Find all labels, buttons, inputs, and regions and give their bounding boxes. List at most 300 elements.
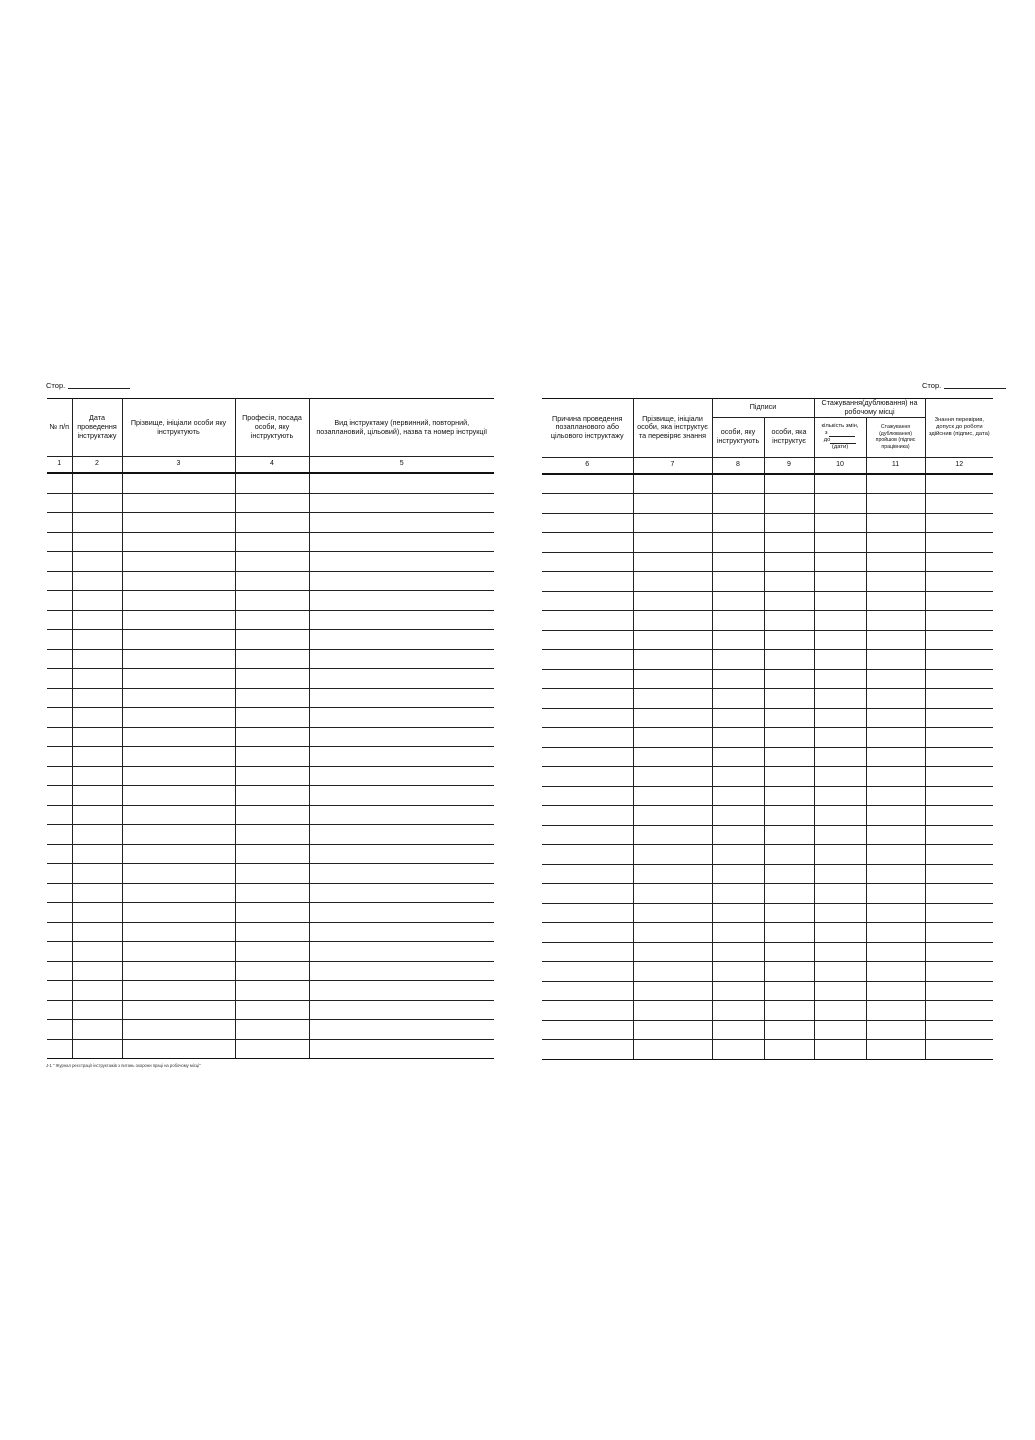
blank-entry-cell[interactable] [542,923,633,943]
blank-entry-cell[interactable] [47,688,72,708]
blank-entry-cell[interactable] [925,533,993,553]
blank-entry-cell[interactable] [235,805,309,825]
blank-entry-cell[interactable] [633,903,712,923]
blank-entry-cell[interactable] [866,903,925,923]
blank-entry-cell[interactable] [925,689,993,709]
blank-entry-cell[interactable] [633,1001,712,1021]
blank-entry-cell[interactable] [72,864,122,884]
blank-entry-cell[interactable] [235,981,309,1001]
blank-entry-cell[interactable] [542,864,633,884]
blank-entry-cell[interactable] [814,767,866,787]
blank-entry-cell[interactable] [235,532,309,552]
blank-entry-cell[interactable] [633,942,712,962]
blank-entry-cell[interactable] [925,923,993,943]
blank-entry-cell[interactable] [925,884,993,904]
blank-entry-cell[interactable] [712,962,764,982]
blank-entry-cell[interactable] [122,825,235,845]
blank-entry-cell[interactable] [925,728,993,748]
blank-entry-cell[interactable] [633,1040,712,1060]
blank-entry-cell[interactable] [764,845,814,865]
blank-entry-cell[interactable] [814,708,866,728]
blank-entry-cell[interactable] [47,552,72,572]
blank-entry-cell[interactable] [712,923,764,943]
blank-entry-cell[interactable] [72,552,122,572]
blank-entry-cell[interactable] [122,669,235,689]
blank-entry-cell[interactable] [925,669,993,689]
blank-entry-cell[interactable] [764,806,814,826]
blank-entry-cell[interactable] [814,903,866,923]
blank-entry-cell[interactable] [866,591,925,611]
blank-entry-cell[interactable] [925,572,993,592]
blank-entry-cell[interactable] [764,611,814,631]
blank-entry-cell[interactable] [542,1020,633,1040]
blank-entry-cell[interactable] [925,747,993,767]
blank-entry-cell[interactable] [72,942,122,962]
blank-entry-cell[interactable] [866,572,925,592]
blank-entry-cell[interactable] [47,786,72,806]
blank-entry-cell[interactable] [309,493,494,513]
blank-entry-cell[interactable] [633,533,712,553]
blank-entry-cell[interactable] [633,845,712,865]
blank-entry-cell[interactable] [764,942,814,962]
blank-entry-cell[interactable] [235,825,309,845]
blank-entry-cell[interactable] [122,805,235,825]
blank-entry-cell[interactable] [712,474,764,494]
blank-entry-cell[interactable] [122,766,235,786]
blank-entry-cell[interactable] [309,1000,494,1020]
blank-entry-cell[interactable] [764,1040,814,1060]
blank-entry-cell[interactable] [764,1020,814,1040]
blank-entry-cell[interactable] [866,942,925,962]
blank-entry-cell[interactable] [235,493,309,513]
blank-entry-cell[interactable] [122,688,235,708]
blank-entry-cell[interactable] [764,494,814,514]
blank-entry-cell[interactable] [309,591,494,611]
blank-entry-cell[interactable] [814,1020,866,1040]
blank-entry-cell[interactable] [764,864,814,884]
blank-entry-cell[interactable] [866,962,925,982]
blank-entry-cell[interactable] [866,513,925,533]
blank-entry-cell[interactable] [309,532,494,552]
blank-entry-cell[interactable] [866,650,925,670]
blank-entry-cell[interactable] [235,708,309,728]
blank-entry-cell[interactable] [764,630,814,650]
blank-entry-cell[interactable] [72,532,122,552]
blank-entry-cell[interactable] [72,786,122,806]
blank-entry-cell[interactable] [309,571,494,591]
blank-entry-cell[interactable] [72,688,122,708]
blank-entry-cell[interactable] [309,669,494,689]
blank-entry-cell[interactable] [633,884,712,904]
blank-entry-cell[interactable] [633,1020,712,1040]
blank-entry-cell[interactable] [764,533,814,553]
blank-entry-cell[interactable] [47,922,72,942]
blank-entry-cell[interactable] [542,708,633,728]
blank-entry-cell[interactable] [122,864,235,884]
blank-entry-cell[interactable] [814,533,866,553]
blank-entry-cell[interactable] [122,1039,235,1059]
blank-entry-cell[interactable] [866,825,925,845]
blank-entry-cell[interactable] [764,669,814,689]
blank-entry-cell[interactable] [866,767,925,787]
blank-entry-cell[interactable] [309,844,494,864]
blank-entry-cell[interactable] [122,786,235,806]
blank-entry-cell[interactable] [309,864,494,884]
blank-entry-cell[interactable] [764,747,814,767]
blank-entry-cell[interactable] [712,884,764,904]
blank-entry-cell[interactable] [814,494,866,514]
blank-entry-cell[interactable] [712,611,764,631]
blank-entry-cell[interactable] [47,747,72,767]
blank-entry-cell[interactable] [542,942,633,962]
blank-entry-cell[interactable] [712,981,764,1001]
blank-entry-cell[interactable] [47,961,72,981]
blank-entry-cell[interactable] [309,1039,494,1059]
blank-entry-cell[interactable] [712,708,764,728]
blank-entry-cell[interactable] [925,903,993,923]
blank-entry-cell[interactable] [47,591,72,611]
blank-entry-cell[interactable] [542,611,633,631]
blank-entry-cell[interactable] [309,630,494,650]
blank-entry-cell[interactable] [235,844,309,864]
blank-entry-cell[interactable] [542,572,633,592]
blank-entry-cell[interactable] [47,727,72,747]
blank-entry-cell[interactable] [122,747,235,767]
blank-entry-cell[interactable] [47,844,72,864]
blank-entry-cell[interactable] [542,806,633,826]
blank-entry-cell[interactable] [542,494,633,514]
blank-entry-cell[interactable] [542,728,633,748]
blank-entry-cell[interactable] [72,805,122,825]
blank-entry-cell[interactable] [72,727,122,747]
blank-entry-cell[interactable] [925,786,993,806]
blank-entry-cell[interactable] [309,747,494,767]
blank-entry-cell[interactable] [47,630,72,650]
blank-entry-cell[interactable] [309,786,494,806]
blank-entry-cell[interactable] [712,767,764,787]
blank-entry-cell[interactable] [235,922,309,942]
blank-entry-cell[interactable] [866,689,925,709]
blank-entry-cell[interactable] [866,747,925,767]
blank-entry-cell[interactable] [309,883,494,903]
blank-entry-cell[interactable] [633,552,712,572]
blank-entry-cell[interactable] [814,981,866,1001]
blank-entry-cell[interactable] [122,903,235,923]
blank-entry-cell[interactable] [309,513,494,533]
blank-entry-cell[interactable] [122,981,235,1001]
blank-entry-cell[interactable] [866,474,925,494]
blank-entry-cell[interactable] [814,474,866,494]
blank-entry-cell[interactable] [712,903,764,923]
blank-entry-cell[interactable] [925,513,993,533]
blank-entry-cell[interactable] [814,630,866,650]
blank-entry-cell[interactable] [633,650,712,670]
blank-entry-cell[interactable] [712,806,764,826]
blank-entry-cell[interactable] [72,981,122,1001]
blank-entry-cell[interactable] [72,1020,122,1040]
blank-entry-cell[interactable] [122,532,235,552]
blank-entry-cell[interactable] [633,747,712,767]
blank-entry-cell[interactable] [122,571,235,591]
blank-entry-cell[interactable] [764,923,814,943]
blank-entry-cell[interactable] [72,961,122,981]
blank-entry-cell[interactable] [72,766,122,786]
blank-entry-cell[interactable] [235,903,309,923]
blank-entry-cell[interactable] [72,883,122,903]
blank-entry-cell[interactable] [814,1001,866,1021]
blank-entry-cell[interactable] [542,552,633,572]
blank-entry-cell[interactable] [764,591,814,611]
blank-entry-cell[interactable] [72,922,122,942]
blank-entry-cell[interactable] [47,532,72,552]
blank-entry-cell[interactable] [235,513,309,533]
blank-entry-cell[interactable] [712,845,764,865]
blank-entry-cell[interactable] [633,786,712,806]
blank-entry-cell[interactable] [866,1040,925,1060]
blank-entry-cell[interactable] [47,1020,72,1040]
blank-entry-cell[interactable] [866,494,925,514]
blank-entry-cell[interactable] [925,1001,993,1021]
blank-entry-cell[interactable] [72,1000,122,1020]
blank-entry-cell[interactable] [764,708,814,728]
blank-entry-cell[interactable] [542,1040,633,1060]
blank-entry-cell[interactable] [47,610,72,630]
blank-entry-cell[interactable] [633,572,712,592]
blank-entry-cell[interactable] [235,961,309,981]
blank-entry-cell[interactable] [814,962,866,982]
blank-entry-cell[interactable] [764,903,814,923]
blank-entry-cell[interactable] [542,689,633,709]
blank-entry-cell[interactable] [633,689,712,709]
blank-entry-cell[interactable] [814,786,866,806]
blank-entry-cell[interactable] [235,688,309,708]
blank-entry-cell[interactable] [925,845,993,865]
blank-entry-cell[interactable] [866,630,925,650]
blank-entry-cell[interactable] [633,806,712,826]
blank-entry-cell[interactable] [122,922,235,942]
blank-entry-cell[interactable] [925,825,993,845]
blank-entry-cell[interactable] [712,513,764,533]
blank-entry-cell[interactable] [122,649,235,669]
blank-entry-cell[interactable] [542,825,633,845]
blank-entry-cell[interactable] [764,767,814,787]
blank-entry-cell[interactable] [309,825,494,845]
blank-entry-cell[interactable] [814,689,866,709]
blank-entry-cell[interactable] [712,1020,764,1040]
blank-entry-cell[interactable] [764,689,814,709]
blank-entry-cell[interactable] [712,864,764,884]
blank-entry-cell[interactable] [814,942,866,962]
blank-entry-cell[interactable] [309,903,494,923]
blank-entry-cell[interactable] [235,747,309,767]
blank-entry-cell[interactable] [72,513,122,533]
blank-entry-cell[interactable] [309,473,494,493]
blank-entry-cell[interactable] [235,766,309,786]
blank-entry-cell[interactable] [47,766,72,786]
blank-entry-cell[interactable] [309,961,494,981]
blank-entry-cell[interactable] [866,981,925,1001]
blank-entry-cell[interactable] [122,630,235,650]
blank-entry-cell[interactable] [633,825,712,845]
blank-entry-cell[interactable] [633,611,712,631]
blank-entry-cell[interactable] [309,552,494,572]
blank-entry-cell[interactable] [122,473,235,493]
blank-entry-cell[interactable] [814,552,866,572]
blank-entry-cell[interactable] [542,903,633,923]
blank-entry-cell[interactable] [47,864,72,884]
blank-entry-cell[interactable] [235,942,309,962]
blank-entry-cell[interactable] [814,825,866,845]
blank-entry-cell[interactable] [72,708,122,728]
blank-entry-cell[interactable] [235,786,309,806]
blank-entry-cell[interactable] [866,864,925,884]
blank-entry-cell[interactable] [633,962,712,982]
blank-entry-cell[interactable] [866,552,925,572]
blank-entry-cell[interactable] [925,1040,993,1060]
blank-entry-cell[interactable] [866,669,925,689]
blank-entry-cell[interactable] [712,942,764,962]
blank-entry-cell[interactable] [764,962,814,982]
blank-entry-cell[interactable] [633,864,712,884]
blank-entry-cell[interactable] [712,591,764,611]
blank-entry-cell[interactable] [814,864,866,884]
blank-entry-cell[interactable] [712,1001,764,1021]
blank-entry-cell[interactable] [72,844,122,864]
blank-entry-cell[interactable] [235,727,309,747]
blank-entry-cell[interactable] [814,845,866,865]
blank-entry-cell[interactable] [122,513,235,533]
blank-entry-cell[interactable] [309,610,494,630]
blank-entry-cell[interactable] [712,728,764,748]
blank-entry-cell[interactable] [712,494,764,514]
blank-entry-cell[interactable] [542,767,633,787]
blank-entry-cell[interactable] [925,864,993,884]
blank-entry-cell[interactable] [309,805,494,825]
blank-entry-cell[interactable] [712,572,764,592]
blank-entry-cell[interactable] [925,981,993,1001]
blank-entry-cell[interactable] [72,747,122,767]
blank-entry-cell[interactable] [542,474,633,494]
blank-entry-cell[interactable] [309,766,494,786]
blank-entry-cell[interactable] [866,533,925,553]
blank-entry-cell[interactable] [712,630,764,650]
blank-entry-cell[interactable] [814,591,866,611]
blank-entry-cell[interactable] [235,669,309,689]
blank-entry-cell[interactable] [764,650,814,670]
blank-entry-cell[interactable] [925,767,993,787]
blank-entry-cell[interactable] [633,513,712,533]
blank-entry-cell[interactable] [72,591,122,611]
blank-entry-cell[interactable] [814,1040,866,1060]
blank-entry-cell[interactable] [925,1020,993,1040]
blank-entry-cell[interactable] [925,591,993,611]
blank-entry-cell[interactable] [72,903,122,923]
blank-entry-cell[interactable] [814,513,866,533]
blank-entry-cell[interactable] [122,961,235,981]
blank-entry-cell[interactable] [925,650,993,670]
blank-entry-cell[interactable] [542,630,633,650]
blank-entry-cell[interactable] [542,650,633,670]
blank-entry-cell[interactable] [122,942,235,962]
blank-entry-cell[interactable] [764,728,814,748]
blank-entry-cell[interactable] [542,962,633,982]
blank-entry-cell[interactable] [633,981,712,1001]
blank-entry-cell[interactable] [633,767,712,787]
blank-entry-cell[interactable] [309,942,494,962]
blank-entry-cell[interactable] [866,728,925,748]
blank-entry-cell[interactable] [309,727,494,747]
blank-entry-cell[interactable] [542,845,633,865]
blank-entry-cell[interactable] [235,591,309,611]
blank-entry-cell[interactable] [47,493,72,513]
blank-entry-cell[interactable] [122,844,235,864]
blank-entry-cell[interactable] [925,942,993,962]
blank-entry-cell[interactable] [122,727,235,747]
blank-entry-cell[interactable] [235,571,309,591]
blank-entry-cell[interactable] [47,883,72,903]
blank-entry-cell[interactable] [542,747,633,767]
blank-entry-cell[interactable] [47,669,72,689]
blank-entry-cell[interactable] [712,533,764,553]
blank-entry-cell[interactable] [925,474,993,494]
blank-entry-cell[interactable] [235,864,309,884]
blank-entry-cell[interactable] [925,806,993,826]
blank-entry-cell[interactable] [814,747,866,767]
blank-entry-cell[interactable] [72,493,122,513]
blank-entry-cell[interactable] [712,825,764,845]
blank-entry-cell[interactable] [235,630,309,650]
blank-entry-cell[interactable] [764,1001,814,1021]
blank-entry-cell[interactable] [122,1020,235,1040]
blank-entry-cell[interactable] [866,884,925,904]
blank-entry-cell[interactable] [47,473,72,493]
blank-entry-cell[interactable] [814,611,866,631]
blank-entry-cell[interactable] [925,611,993,631]
blank-entry-cell[interactable] [235,1000,309,1020]
blank-entry-cell[interactable] [633,708,712,728]
blank-entry-cell[interactable] [866,786,925,806]
blank-entry-cell[interactable] [925,630,993,650]
blank-entry-cell[interactable] [235,552,309,572]
blank-entry-cell[interactable] [72,630,122,650]
blank-entry-cell[interactable] [47,649,72,669]
blank-entry-cell[interactable] [122,708,235,728]
blank-entry-cell[interactable] [764,981,814,1001]
blank-entry-cell[interactable] [764,572,814,592]
blank-entry-cell[interactable] [866,845,925,865]
blank-entry-cell[interactable] [542,981,633,1001]
blank-entry-cell[interactable] [712,669,764,689]
blank-entry-cell[interactable] [814,572,866,592]
blank-entry-cell[interactable] [72,649,122,669]
blank-entry-cell[interactable] [309,708,494,728]
blank-entry-cell[interactable] [633,591,712,611]
blank-entry-cell[interactable] [866,708,925,728]
blank-entry-cell[interactable] [72,571,122,591]
blank-entry-cell[interactable] [47,513,72,533]
blank-entry-cell[interactable] [633,923,712,943]
blank-entry-cell[interactable] [235,1039,309,1059]
blank-entry-cell[interactable] [814,806,866,826]
blank-entry-cell[interactable] [122,552,235,572]
blank-entry-cell[interactable] [235,610,309,630]
blank-entry-cell[interactable] [542,669,633,689]
blank-entry-cell[interactable] [764,825,814,845]
blank-entry-cell[interactable] [235,1020,309,1040]
blank-entry-cell[interactable] [47,708,72,728]
blank-entry-cell[interactable] [122,1000,235,1020]
blank-entry-cell[interactable] [72,1039,122,1059]
